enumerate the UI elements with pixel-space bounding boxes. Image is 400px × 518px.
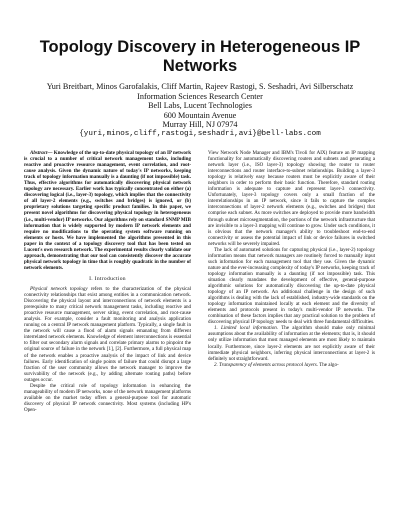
left-column <box>24 150 191 413</box>
abstract-label: Abstract <box>30 150 48 156</box>
intro-paragraph-2: Despite the critical role of topology information in enhancing the manageability of modern IP networks, none of the network management platforms available on the market today offers a general-purpose tool for automatic discovery of physical IP network connectivity. Most systems (including HP's Open- <box>24 382 191 413</box>
difficulty-item-1 <box>208 325 375 361</box>
paper-title <box>20 38 380 76</box>
difficulty-item-1-text: The algorithm should make only minimal assumptions about the availability of information at the elements; that is, it should only utilize information that most managed elements are most likely to maintain locally. Furthermore, since layer-2 elements are not explicitly aware of their immediate physical neighbors, inferring physical interconnections at layer-2 is definitely not straightforward. <box>208 325 375 362</box>
difficulty-item-2 <box>208 362 375 368</box>
address-line-2: Murray Hill, NJ 07974 <box>162 120 238 130</box>
email-line: {yuri,minos,cliff,rastogi,seshadri,avi}@bell-labs.com <box>79 129 321 138</box>
difficulty-item-2-label: 2. Transparency of elements across protocol layers. <box>214 361 319 368</box>
affiliation-line-1: Information Sciences Research Center <box>137 91 263 101</box>
difficulty-item-1-label: 1. Limited local information. <box>214 325 279 332</box>
affiliation-line-2: Bell Labs, Lucent Technologies <box>148 101 252 111</box>
intro-paragraph-4: The lack of automated solutions for capturing physical (i.e., layer-2) topology information means that network managers are routinely forced to manually input such information for each management tool that they use. Given the dynamic nature and the ever-increasing complexity of today's IP networks, keeping track of topology information manually is a daunting (if not impossible) task. This situation clearly mandates the development of effective, general-purpose algorithmic solutions for automatically discovering the up-to-date physical topology of an IP network. An additional challenge in the design of such algorithms is dealing with the lack of established, industry-wide standards on the topology information maintained locally at each element and the diversity of elements and protocols present in today's multi-vendor IP networks. The combination of these factors implies that any practical solution to the problem of discovering physical IP topology needs to deal with three fundamental difficulties. <box>208 246 375 326</box>
intro-paragraph-1 <box>24 286 191 383</box>
title-line-1: Topology Discovery in Heterogeneous IP <box>39 38 361 56</box>
right-column <box>208 150 375 368</box>
section-heading: I. Introduction <box>89 275 126 282</box>
intro-paragraph-1-text: refers to the characterization of the physical connectivity relationships that exist among entities in a communication network. Discovering the physical layout and interconnections of network elements is a prerequisite to many critical network management tasks, including reactive and proactive resource management, server siting, event correlation, and root-cause analysis. For example, consider a fault monitoring and analysis application running on a central IP network management platform. Typically, a single fault in the network will cause a flood of alarm signals emanating from different interrelated network elements. Knowledge of element interconnections is essential to filter out secondary alarm signals and correlate primary alarms to pinpoint the original source of failure in the network [1], [2]. Furthermore, a full physical map of the network enables a proactive analysis of the impact of link and device failures. Early identification of single points of failure that could disrupt a large fraction of the user community allows the network manager to improve the survivability of the network (e.g., by adding alternate routing paths) before outages occur. <box>24 285 191 383</box>
author-list: Yuri Breitbart, Minos Garofalakis, Cliff Martin, Rajeev Rastogi, S. Seshadri, Avi Silberschatz <box>46 82 354 91</box>
address-line-1: 600 Mountain Avenue <box>163 110 237 120</box>
title-line-2: Networks <box>162 57 238 75</box>
intro-paragraph-3: View Network Node Manager and IBM's Tivoli for AIX) feature an IP mapping functionality for automatically discovering routers and subnets and generating a network layer (i.e., ISO layer-3) topology showing the router to router interconnections and router interface-to-subnet relationships. Building a layer-3 topology is relatively easy because routers must be explicitly aware of their neighbors in order to perform their basic function. Therefore, standard routing information is adequate to capture and represent layer-3 connectivity. Unfortunately, layer-3 topology covers only a small fraction of the interrelationships in an IP network, since it fails to capture the complex interconnections of layer-2 network elements (e.g., switches and bridges) that comprise each subnet. As more switches are deployed to provide more bandwidth through subnet microsegmentation, the portions of the network infrastructure that are invisible to a layer-3 mapping will continue to grow. Under such conditions, it is obvious that the network manager's ability to troubleshoot end-to-end connectivity or assess the potential impact of link or device failures in switched networks will be severely impaired. <box>208 150 375 247</box>
intro-lead-term: Physical network topology <box>30 285 88 292</box>
abstract <box>24 150 191 271</box>
abstract-text: — Knowledge of the up-to-date physical topology of an IP network is crucial to a number of critical network management tasks, including reactive and proactive resource management, event correlation, and root-cause analysis. Given the dynamic nature of today's IP networks, keeping track of topology information manually is a daunting (if not impossible) task. Thus, effective algorithms for automatically discovering physical network topology are necessary. Earlier work has typically concentrated on either (a) discovering logical (i.e., layer-3) topology, which implies that the connectivity of all layer-2 elements (e.g., switches and bridges) is ignored, or (b) proprietary solutions targeting specific product families. In this paper, we present novel algorithms for discovering physical topology in heterogeneous (i.e., multi-vendor) IP networks. Our algorithms rely on standard SNMP MIB information that is widely supported by modern IP network elements and require no modifications to the operating system software running on elements or hosts. We have implemented the algorithms presented in this paper in the context of a topology discovery tool that has been tested on Lucent's own research network. The experimental results clearly validate our approach, demonstrating that our tool can consistently discover the accurate physical network topology in time that is roughly quadratic in the number of network elements. <box>24 150 191 271</box>
author-block <box>10 82 390 140</box>
difficulty-item-2-text: The algo- <box>318 361 339 368</box>
